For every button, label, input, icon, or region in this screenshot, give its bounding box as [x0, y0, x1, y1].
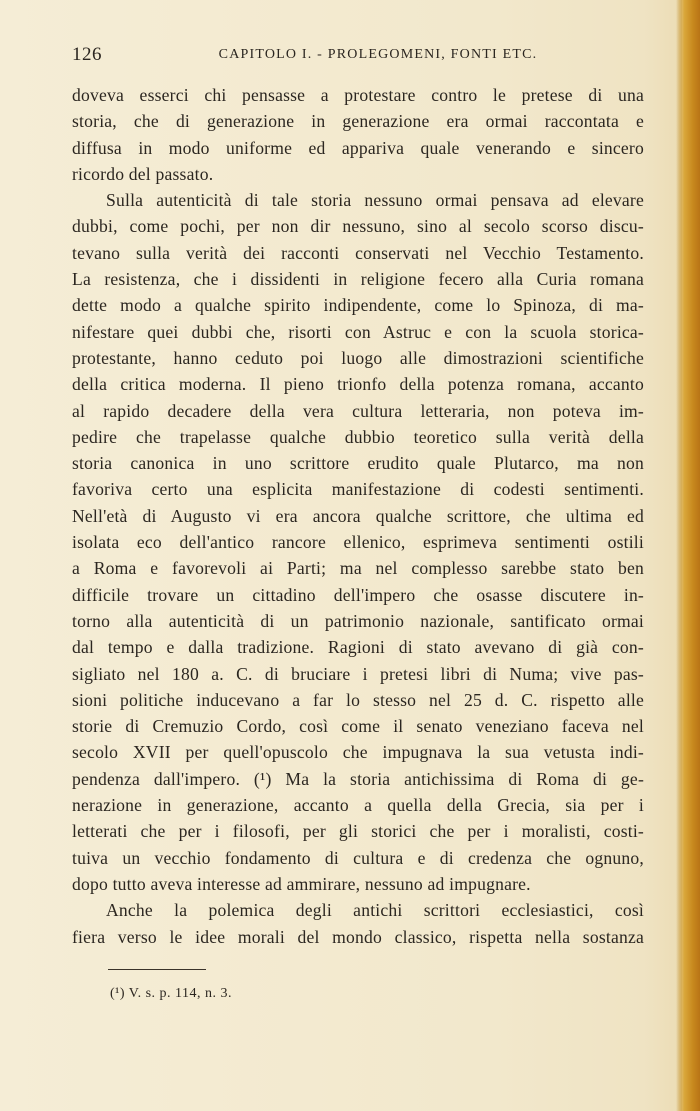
text-line: pedire che trapelasse qualche dubbio teoretico sulla verità della	[72, 426, 644, 447]
text-line: pendenza dall'impero. (¹) Ma la storia antichissima di Roma di ge-	[72, 768, 644, 789]
text-line: al rapido decadere della vera cultura letteraria, non poteva im-	[72, 400, 644, 421]
text-line: diffusa in modo uniforme ed appariva quale venerando e sincero	[72, 137, 644, 158]
text-line: doveva esserci chi pensasse a protestare contro le pretese di una	[72, 85, 644, 105]
text-line: storia, che di generazione in generazione era ormai raccontata e	[72, 111, 644, 132]
text-line: isolata eco dell'antico rancore ellenico, esprimeva sentimenti ostili	[72, 532, 644, 553]
body-text	[72, 82, 644, 950]
page-gilded-edge	[676, 0, 700, 1111]
footnote: (¹) V. s. p. 114, n. 3.	[110, 986, 233, 1001]
text-line: fiera verso le idee morali del mondo classico, rispetta nella sostanza	[72, 926, 644, 947]
footnote-rule	[108, 969, 206, 970]
text-line: torno alla autenticità di un patrimonio nazionale, santificato ormai	[72, 610, 644, 631]
text-line: letterati che per i filosofi, per gli storici che per i moralisti, costi-	[72, 821, 644, 842]
text-line: della critica moderna. Il pieno trionfo della potenza romana, accanto	[72, 374, 644, 395]
text-line: dubbi, come pochi, per non dir nessuno, sino al secolo scorso discu-	[72, 216, 644, 237]
text-line: dette modo a qualche spirito indipendente, come lo Spinoza, di ma-	[72, 295, 644, 316]
text-line: a Roma e favorevoli ai Parti; ma nel complesso sarebbe stato ben	[72, 558, 644, 579]
text-line: dopo tutto aveva interesse ad ammirare, nessuno ad impugnare.	[72, 873, 531, 894]
text-line: protestante, hanno ceduto poi luogo alle dimostrazioni scientifiche	[72, 347, 644, 368]
text-line: nifestare quei dubbi che, risorti con Astruc e con la scuola storica-	[72, 321, 644, 342]
text-line: Nell'età di Augusto vi era ancora qualche scrittore, che ultima ed	[72, 505, 644, 526]
text-line: La resistenza, che i dissidenti in religione fecero alla Curia romana	[72, 269, 644, 290]
text-line: tuiva un vecchio fondamento di cultura e di credenza che ognuno,	[72, 847, 644, 868]
page-header	[72, 44, 644, 70]
text-line: sioni politiche inducevano a far lo stesso nel 25 d. C. rispetto alle	[72, 689, 644, 710]
text-line: favoriva certo una esplicita manifestazione di codesti sentimenti.	[72, 479, 644, 500]
text-line: dal tempo e dalla tradizione. Ragioni di stato avevano di già con-	[72, 637, 644, 658]
text-line: Sulla autenticità di tale storia nessuno ormai pensava ad elevare	[106, 190, 644, 211]
text-line: sigliato nel 180 a. C. di bruciare i pretesi libri di Numa; vive pas-	[72, 663, 644, 684]
page-number: 126	[72, 44, 102, 65]
text-line: difficile trovare un cittadino dell'impero che osasse discutere in-	[72, 584, 644, 605]
text-line: storia canonica in uno scrittore erudito quale Plutarco, ma non	[72, 453, 644, 474]
text-line: tevano sulla verità dei racconti conservati nel Vecchio Testamento.	[72, 242, 644, 263]
text-line: secolo XVII per quell'opuscolo che impugnava la sua vetusta indi-	[72, 742, 644, 763]
text-line: ricordo del passato.	[72, 163, 214, 184]
text-line: nerazione in generazione, accanto a quella della Grecia, sia per i	[72, 795, 644, 816]
running-head: CAPITOLO I. - PROLEGOMENI, FONTI ETC.	[218, 47, 538, 62]
text-line: storie di Cremuzio Cordo, così come il senato veneziano faceva nel	[72, 716, 644, 737]
text-line: Anche la polemica degli antichi scrittori ecclesiastici, così	[106, 900, 644, 921]
